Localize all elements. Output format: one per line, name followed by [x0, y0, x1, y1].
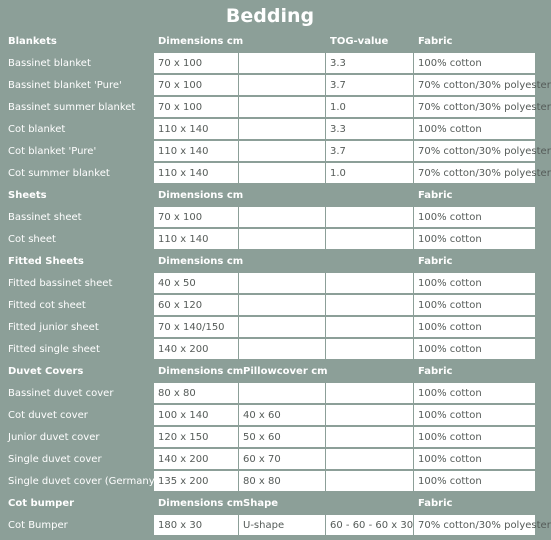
section-header-cell — [325, 251, 413, 273]
table-row — [4, 97, 535, 119]
table-cell: 70 x 100 — [153, 75, 238, 97]
section-header-row — [4, 251, 535, 273]
table-cell: 3.3 — [325, 53, 413, 75]
table-cell: 110 x 140 — [153, 163, 238, 185]
table-cell: 70% cotton/30% polyester — [413, 75, 535, 97]
table-cell: 40 x 50 — [153, 273, 238, 295]
table-row — [4, 229, 535, 251]
table-cell — [325, 427, 413, 449]
table-cell: 1.0 — [325, 97, 413, 119]
table-cell: 70% cotton/30% polyester — [413, 163, 535, 185]
section-header-cell: Dimensions cm — [153, 31, 238, 53]
table-cell: 50 x 60 — [238, 427, 325, 449]
table-cell: 140 x 200 — [153, 339, 238, 361]
table-cell: 40 x 60 — [238, 405, 325, 427]
table-cell: 70 x 100 — [153, 207, 238, 229]
table-cell: 100% cotton — [413, 471, 535, 493]
table-cell: 100% cotton — [413, 119, 535, 141]
table-row — [4, 141, 535, 163]
table-cell: U-shape — [238, 515, 325, 537]
table-cell — [325, 273, 413, 295]
section-header-cell — [238, 185, 325, 207]
section-header-cell — [325, 361, 413, 383]
table-cell: 1.0 — [325, 163, 413, 185]
table-cell: 110 x 140 — [153, 229, 238, 251]
table-cell — [325, 295, 413, 317]
row-label: Bassinet blanket 'Pure' — [4, 75, 153, 97]
table-cell: 3.7 — [325, 75, 413, 97]
table-row — [4, 515, 535, 537]
row-label: Bassinet duvet cover — [4, 383, 153, 405]
table-cell — [238, 273, 325, 295]
section-header-cell: Duvet Covers — [4, 361, 153, 383]
section-header-cell: Fabric — [413, 493, 535, 515]
row-label: Single duvet cover — [4, 449, 153, 471]
table-cell: 80 x 80 — [153, 383, 238, 405]
table-cell — [238, 339, 325, 361]
section-header-cell: Shape — [238, 493, 325, 515]
row-label: Cot duvet cover — [4, 405, 153, 427]
row-label: Fitted junior sheet — [4, 317, 153, 339]
table-cell: 60 x 70 — [238, 449, 325, 471]
table-cell: 70% cotton/30% polyester — [413, 141, 535, 163]
table-row — [4, 449, 535, 471]
table-cell: 70 x 100 — [153, 97, 238, 119]
section-header-row — [4, 185, 535, 207]
table-row — [4, 339, 535, 361]
table-row — [4, 427, 535, 449]
table-cell — [238, 75, 325, 97]
table-cell — [238, 295, 325, 317]
table-cell: 100% cotton — [413, 207, 535, 229]
table-row — [4, 75, 535, 97]
section-header-cell: Cot bumper — [4, 493, 153, 515]
row-label: Fitted bassinet sheet — [4, 273, 153, 295]
row-label: Junior duvet cover — [4, 427, 153, 449]
table-cell — [238, 53, 325, 75]
section-header-cell: Fabric — [413, 185, 535, 207]
table-row — [4, 317, 535, 339]
table-cell — [325, 229, 413, 251]
table-cell — [325, 471, 413, 493]
table-cell: 100 x 140 — [153, 405, 238, 427]
table-cell: 60 x 120 — [153, 295, 238, 317]
table-row — [4, 119, 535, 141]
section-header-cell: Dimensions cm — [153, 361, 238, 383]
section-header-row — [4, 361, 535, 383]
section-header-cell: Blankets — [4, 31, 153, 53]
section-header-cell: Pillowcover cm — [238, 361, 325, 383]
table-cell: 110 x 140 — [153, 119, 238, 141]
table-cell: 3.7 — [325, 141, 413, 163]
table-cell: 100% cotton — [413, 53, 535, 75]
row-label: Cot blanket — [4, 119, 153, 141]
table-cell — [325, 317, 413, 339]
section-header-cell: Dimensions cm — [153, 493, 238, 515]
section-header-cell: Fitted Sheets — [4, 251, 153, 273]
row-label: Single duvet cover (Germany) — [4, 471, 153, 493]
table-cell — [238, 119, 325, 141]
table-cell — [325, 449, 413, 471]
bedding-table — [4, 31, 551, 537]
table-cell — [238, 163, 325, 185]
table-cell — [238, 97, 325, 119]
table-cell: 3.3 — [325, 119, 413, 141]
table-cell: 100% cotton — [413, 427, 535, 449]
section-header-cell: Fabric — [413, 251, 535, 273]
table-cell: 100% cotton — [413, 405, 535, 427]
table-cell: 70% cotton/30% polyester — [413, 515, 535, 537]
table-cell — [325, 383, 413, 405]
section-header-cell — [238, 251, 325, 273]
page-title: Bedding — [225, 5, 315, 27]
table-cell: 70% cotton/30% polyester — [413, 97, 535, 119]
table-row — [4, 471, 535, 493]
row-label: Bassinet summer blanket — [4, 97, 153, 119]
section-header-cell: Fabric — [413, 31, 535, 53]
table-cell: 100% cotton — [413, 339, 535, 361]
table-row — [4, 273, 535, 295]
row-label: Fitted single sheet — [4, 339, 153, 361]
table-cell — [238, 383, 325, 405]
row-label: Cot sheet — [4, 229, 153, 251]
section-header-cell — [238, 31, 325, 53]
table-row — [4, 295, 535, 317]
table-cell — [238, 229, 325, 251]
table-cell — [325, 405, 413, 427]
table-cell: 70 x 140/150 — [153, 317, 238, 339]
row-label: Cot blanket 'Pure' — [4, 141, 153, 163]
section-header-cell — [325, 493, 413, 515]
table-cell: 100% cotton — [413, 449, 535, 471]
table-cell: 100% cotton — [413, 383, 535, 405]
table-cell — [325, 339, 413, 361]
table-cell — [238, 141, 325, 163]
section-header-cell: Sheets — [4, 185, 153, 207]
table-row — [4, 53, 535, 75]
table-cell: 140 x 200 — [153, 449, 238, 471]
row-label: Cot Bumper — [4, 515, 153, 537]
section-header-row — [4, 493, 535, 515]
section-header-cell — [325, 185, 413, 207]
section-header-cell: TOG-value — [325, 31, 413, 53]
row-label: Bassinet blanket — [4, 53, 153, 75]
row-label: Bassinet sheet — [4, 207, 153, 229]
section-header-cell: Dimensions cm — [153, 185, 238, 207]
table-cell: 100% cotton — [413, 229, 535, 251]
table-cell: 100% cotton — [413, 295, 535, 317]
table-cell: 60 - 60 - 60 x 30 — [325, 515, 413, 537]
table-cell: 180 x 30 — [153, 515, 238, 537]
table-cell: 135 x 200 — [153, 471, 238, 493]
table-cell: 100% cotton — [413, 317, 535, 339]
table-row — [4, 207, 535, 229]
section-header-row — [4, 31, 535, 53]
table-cell: 120 x 150 — [153, 427, 238, 449]
table-row — [4, 405, 535, 427]
table-cell: 100% cotton — [413, 273, 535, 295]
row-label: Cot summer blanket — [4, 163, 153, 185]
table-cell — [238, 317, 325, 339]
table-cell — [238, 207, 325, 229]
table-cell — [325, 207, 413, 229]
table-cell: 80 x 80 — [238, 471, 325, 493]
table-row — [4, 383, 535, 405]
table-cell: 70 x 100 — [153, 53, 238, 75]
section-header-cell: Fabric — [413, 361, 535, 383]
row-label: Fitted cot sheet — [4, 295, 153, 317]
table-cell: 110 x 140 — [153, 141, 238, 163]
section-header-cell: Dimensions cm — [153, 251, 238, 273]
table-row — [4, 163, 535, 185]
